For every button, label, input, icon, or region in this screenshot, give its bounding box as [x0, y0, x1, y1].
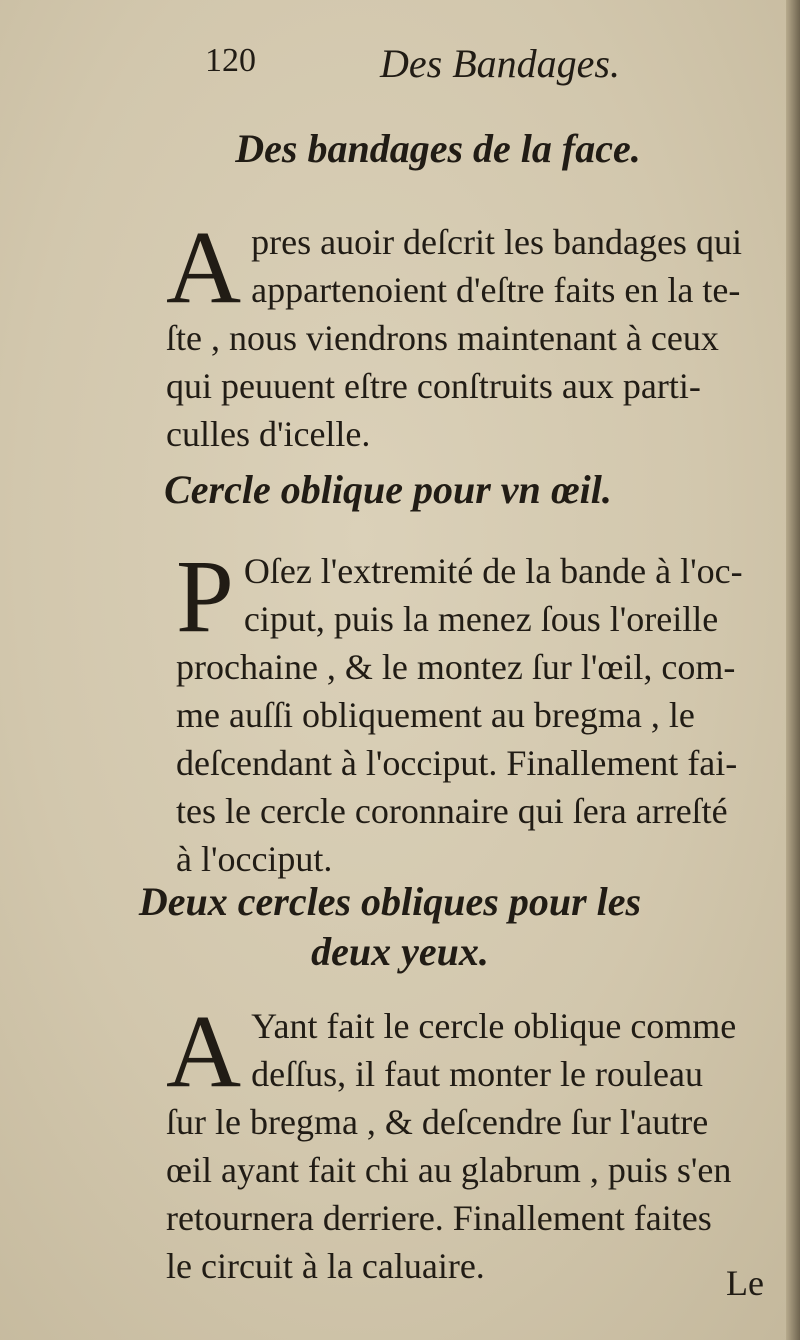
paragraph-one-eye: [176, 539, 788, 883]
drop-cap: P: [176, 539, 234, 654]
section-title-two-eyes-cont: deux yeux.: [311, 929, 489, 974]
text-line: le circuit à la caluaire.: [166, 1246, 485, 1286]
paragraph-face: [166, 210, 786, 458]
running-title: Des Bandages.: [380, 41, 620, 86]
text-line: prochaine , & le montez ſur l'œil, com-: [176, 647, 736, 687]
page-header: [0, 40, 800, 100]
drop-cap: A: [166, 994, 242, 1109]
drop-cap: A: [166, 210, 242, 325]
text-line: retournera derriere. Finallement faites: [166, 1198, 712, 1238]
section-title-face: Des bandages de la face.: [235, 126, 641, 171]
text-line: œil ayant fait chi au glabrum , puis s'en: [166, 1150, 732, 1190]
text-line: tes le cercle coronnaire qui ſera arreſté: [176, 791, 728, 831]
text-line: ſur le bregma , & deſcendre ſur l'autre: [166, 1102, 709, 1142]
text-line: qui peuuent eſtre conſtruits aux parti-: [166, 366, 701, 406]
text-line: ciput, puis la menez ſous l'oreille: [243, 599, 719, 639]
text-line: Oſez l'extremité de la bande à l'oc-: [243, 551, 743, 591]
catchword: Le: [726, 1263, 764, 1303]
text-line: me auſſi obliquement au bregma , le: [176, 695, 695, 735]
text-line: ſte , nous viendrons maintenant à ceux: [166, 318, 719, 358]
section-title-two-eyes: Deux cercles obliques pour les: [138, 879, 642, 924]
text-line: pres auoir deſcrit les bandages qui: [251, 222, 742, 262]
page-number: 120: [205, 42, 256, 79]
text-line: appartenoient d'eſtre faits en la te-: [251, 270, 741, 310]
section-title-one-eye: Cercle oblique pour vn œil.: [164, 467, 612, 512]
text-line: deſſus, il faut monter le rouleau: [251, 1054, 703, 1094]
paragraph-two-eyes: [166, 994, 786, 1290]
text-line: culles d'icelle.: [166, 414, 371, 454]
text-line: Yant fait le cercle oblique comme: [251, 1006, 737, 1046]
text-line: deſcendant à l'occiput. Finallement fai-: [176, 743, 738, 783]
text-line: à l'occiput.: [176, 839, 333, 879]
page-edge: [786, 0, 800, 1340]
